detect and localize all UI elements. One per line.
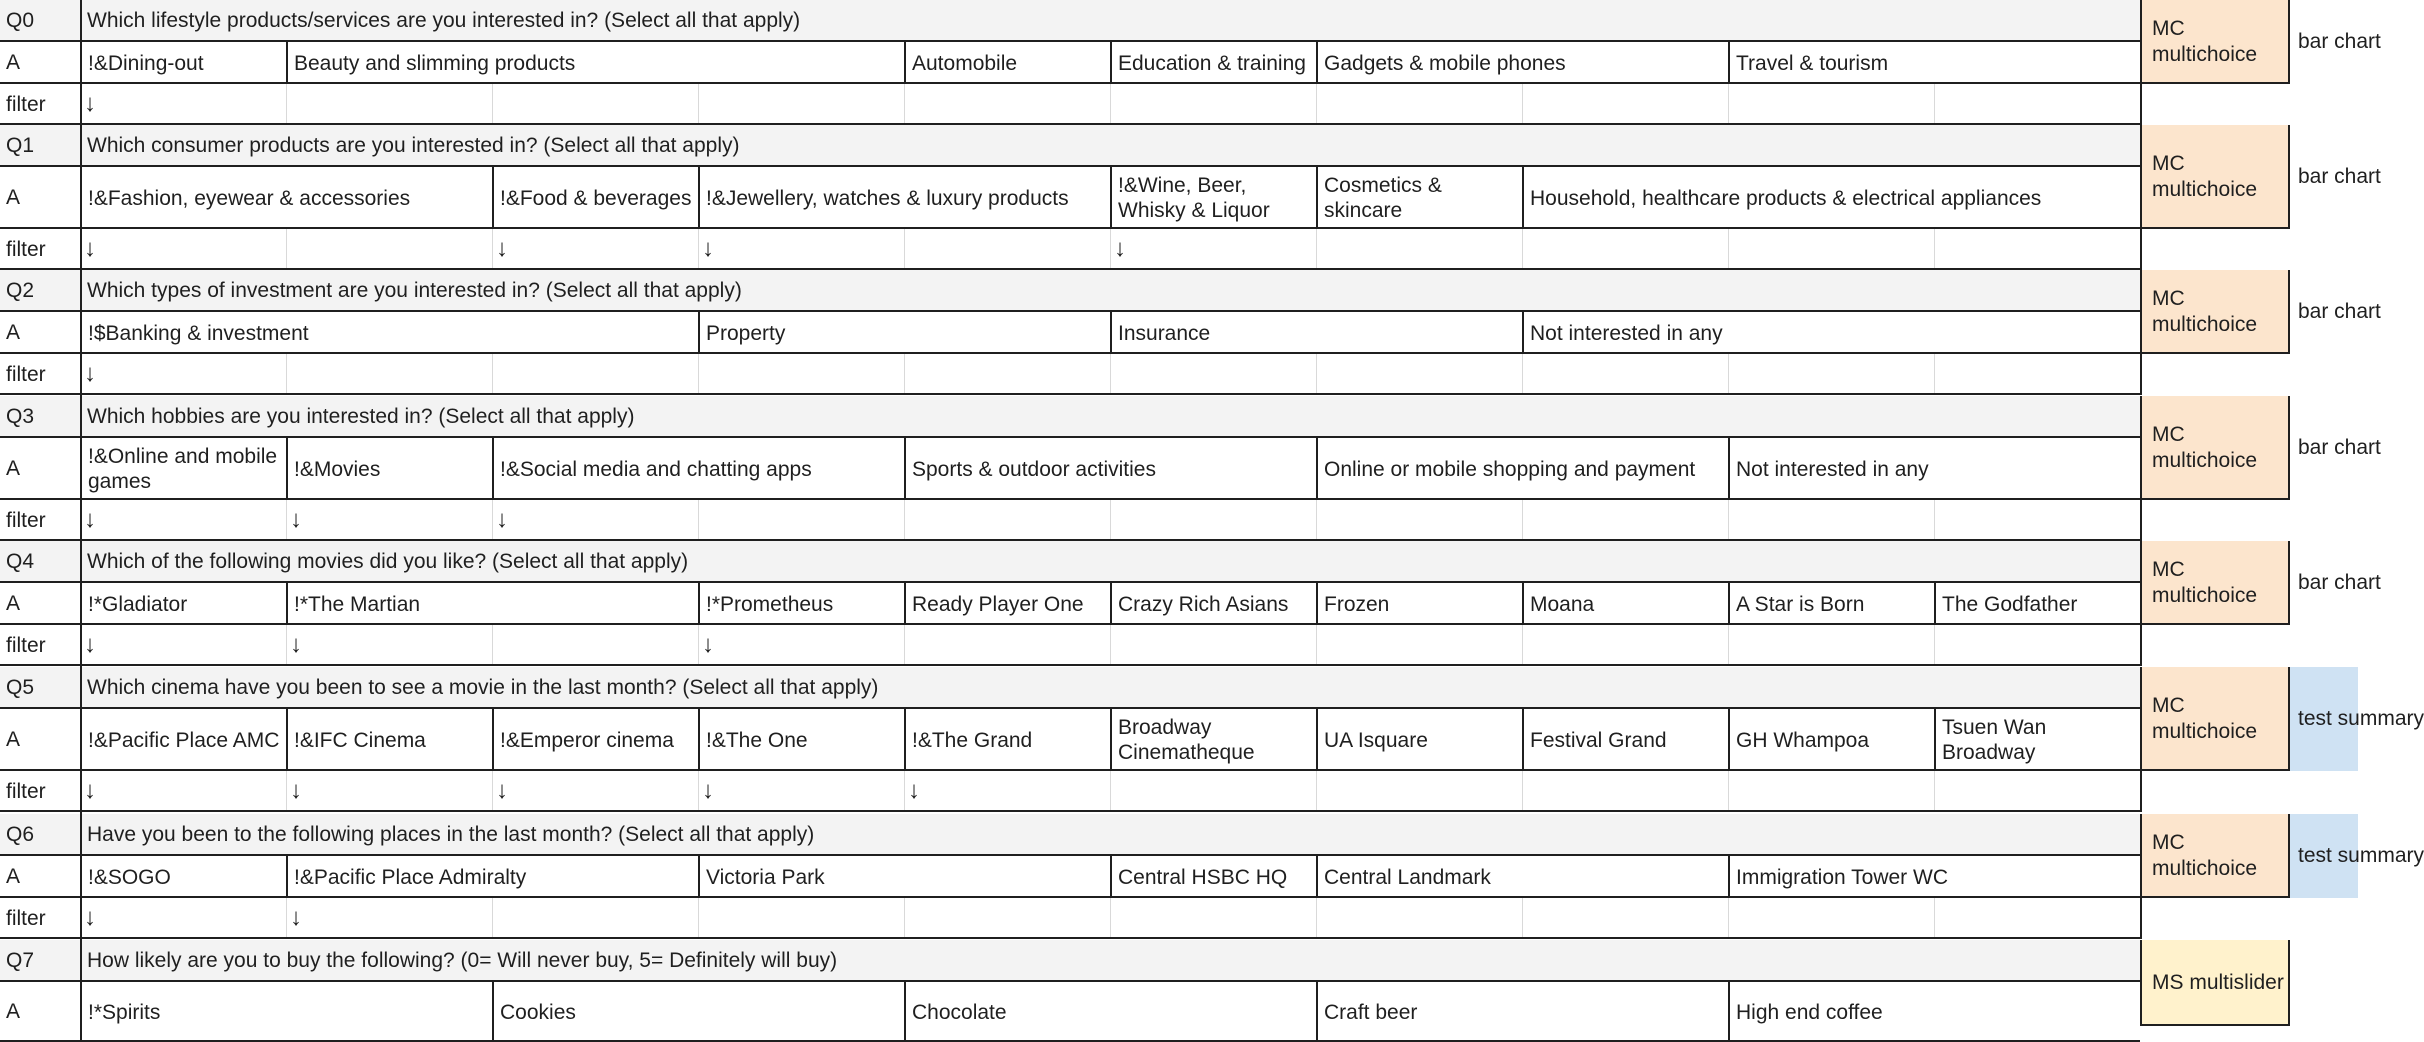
cell-border xyxy=(1316,583,1318,625)
gridline xyxy=(286,84,287,123)
cell-border xyxy=(492,709,494,771)
answer-option[interactable]: !&Social media and chatting apps xyxy=(500,457,812,481)
gridline xyxy=(698,84,699,123)
answer-option[interactable]: A Star is Born xyxy=(1736,592,1865,616)
cell-border xyxy=(1110,312,1112,354)
gridline xyxy=(1316,354,1317,393)
answer-option[interactable]: Beauty and slimming products xyxy=(294,51,576,75)
cell-border xyxy=(1728,583,1730,625)
cell-border xyxy=(1728,709,1730,771)
gridline xyxy=(1110,84,1111,123)
answer-option[interactable]: Not interested in any xyxy=(1530,321,1723,345)
row-label-filter: filter xyxy=(6,92,46,116)
cell-border xyxy=(1728,982,1730,1042)
row-label-answer: A xyxy=(6,592,21,615)
gridline xyxy=(1110,771,1111,810)
cell-border xyxy=(0,227,2140,229)
output-type-label[interactable]: bar chart xyxy=(2298,165,2381,188)
question-text[interactable]: Which of the following movies did you like? (Select all that apply) xyxy=(87,550,689,573)
cell-border xyxy=(1316,982,1318,1042)
answer-option[interactable]: GH Whampoa xyxy=(1736,728,1870,752)
question-type-tag[interactable]: MC multichoice xyxy=(2142,814,2290,898)
answer-option[interactable]: Travel & tourism xyxy=(1736,51,1889,75)
answer-option[interactable]: !&The One xyxy=(706,728,808,752)
answer-option[interactable]: !&IFC Cinema xyxy=(294,728,426,752)
cell-border xyxy=(698,583,700,625)
gridline xyxy=(1522,229,1523,268)
row-label-filter: filter xyxy=(6,508,46,532)
cell-border xyxy=(2142,227,2290,229)
gridline xyxy=(286,354,287,393)
row-label-answer: A xyxy=(6,51,21,74)
cell-border xyxy=(1316,709,1318,771)
cell-border xyxy=(1110,167,1112,229)
gridline xyxy=(1934,500,1935,539)
question-text[interactable]: Which hobbies are you interested in? (Select all that apply) xyxy=(87,405,635,428)
answer-option[interactable]: !&Online and mobile games xyxy=(88,445,278,493)
answer-option[interactable]: Immigration Tower WC xyxy=(1736,865,1948,889)
gridline xyxy=(492,898,493,937)
answer-option[interactable]: Not interested in any xyxy=(1736,457,1929,481)
question-type-tag[interactable]: MC multichoice xyxy=(2142,667,2290,771)
answer-option[interactable]: Festival Grand xyxy=(1530,728,1667,752)
answer-option[interactable]: !&Dining-out xyxy=(88,51,204,75)
answer-option[interactable]: !*Gladiator xyxy=(88,592,188,616)
cell-border xyxy=(286,709,288,771)
cell-border xyxy=(2142,1024,2290,1026)
cell-border xyxy=(698,312,700,354)
gridline xyxy=(286,500,287,539)
question-text[interactable]: How likely are you to buy the following? (0= Will never buy, 5= Definitely will buy) xyxy=(87,949,838,972)
filter-arrow-icon[interactable]: ↓ xyxy=(84,506,96,533)
row-label-question: Q2 xyxy=(6,279,35,302)
answer-option[interactable]: Education & training xyxy=(1118,51,1306,75)
answer-option[interactable]: Tsuen Wan Broadway xyxy=(1942,716,2047,764)
filter-arrow-icon[interactable]: ↓ xyxy=(1114,235,1126,262)
cell-border xyxy=(0,937,2140,939)
row-label-question: Q3 xyxy=(6,405,35,428)
cell-border xyxy=(1934,583,1936,625)
filter-arrow-icon[interactable]: ↓ xyxy=(496,777,508,804)
row-label-question: Q6 xyxy=(6,823,35,846)
answer-option[interactable]: !&Wine, Beer, Whisky & Liquor xyxy=(1118,174,1270,222)
cell-border xyxy=(698,167,700,229)
answer-option[interactable]: UA Isquare xyxy=(1324,728,1428,752)
gridline xyxy=(904,500,905,539)
answer-option[interactable]: !&Jewellery, watches & luxury products xyxy=(706,186,1069,210)
cell-border xyxy=(698,856,700,898)
cell-border xyxy=(2288,940,2290,1026)
filter-arrow-icon[interactable]: ↓ xyxy=(84,90,96,117)
answer-option[interactable]: Crazy Rich Asians xyxy=(1118,592,1289,616)
gridline xyxy=(492,500,493,539)
cell-border xyxy=(1522,583,1524,625)
gridline xyxy=(492,771,493,810)
gridline xyxy=(286,625,287,664)
gridline xyxy=(698,500,699,539)
output-type-label[interactable]: bar chart xyxy=(2298,30,2381,53)
gridline xyxy=(286,898,287,937)
gridline xyxy=(1316,771,1317,810)
answer-option[interactable]: Sports & outdoor activities xyxy=(912,457,1156,481)
cell-border xyxy=(1110,856,1112,898)
gridline xyxy=(698,771,699,810)
answer-option[interactable]: !&Fashion, eyewear & accessories xyxy=(88,186,411,210)
gridline xyxy=(904,898,905,937)
filter-arrow-icon[interactable]: ↓ xyxy=(84,360,96,387)
gridline xyxy=(1728,898,1729,937)
answer-option[interactable]: !*The Martian xyxy=(294,592,421,616)
cell-border xyxy=(0,82,2140,84)
row-label-answer: A xyxy=(6,186,21,209)
gridline xyxy=(1316,229,1317,268)
gridline xyxy=(1522,354,1523,393)
filter-arrow-icon[interactable]: ↓ xyxy=(84,904,96,931)
cell-border xyxy=(2142,498,2290,500)
row-label-answer: A xyxy=(6,321,21,344)
cell-border xyxy=(2142,623,2290,625)
row-label-answer: A xyxy=(6,728,21,751)
cell-border xyxy=(2142,82,2290,84)
gridline xyxy=(1522,625,1523,664)
gridline xyxy=(1316,898,1317,937)
filter-arrow-icon[interactable]: ↓ xyxy=(290,777,302,804)
answer-option[interactable]: !&Emperor cinema xyxy=(500,728,674,752)
filter-arrow-icon[interactable]: ↓ xyxy=(290,631,302,658)
answer-option[interactable]: Chocolate xyxy=(912,1000,1007,1024)
row-label-question: Q7 xyxy=(6,949,35,972)
question-type-tag[interactable]: MC multichoice xyxy=(2142,270,2290,354)
gridline xyxy=(1110,500,1111,539)
row-label-question: Q1 xyxy=(6,134,35,157)
answer-option[interactable]: !&Pacific Place Admiralty xyxy=(294,865,527,889)
gridline xyxy=(698,625,699,664)
gridline xyxy=(492,625,493,664)
gridline xyxy=(1110,354,1111,393)
cell-border xyxy=(2142,896,2290,898)
filter-arrow-icon[interactable]: ↓ xyxy=(496,235,508,262)
gridline xyxy=(492,354,493,393)
gridline xyxy=(1522,898,1523,937)
filter-arrow-icon[interactable]: ↓ xyxy=(84,235,96,262)
cell-border xyxy=(904,982,906,1042)
cell-border xyxy=(904,42,906,84)
gridline xyxy=(904,625,905,664)
cell-border xyxy=(2142,352,2290,354)
output-type-label[interactable]: bar chart xyxy=(2298,300,2381,323)
gridline xyxy=(1934,354,1935,393)
cell-border xyxy=(286,856,288,898)
output-type-label[interactable]: bar chart xyxy=(2298,571,2381,594)
filter-arrow-icon[interactable]: ↓ xyxy=(290,904,302,931)
cell-border xyxy=(286,42,288,84)
filter-arrow-icon[interactable]: ↓ xyxy=(290,506,302,533)
cell-border xyxy=(286,438,288,500)
question-text[interactable]: Which types of investment are you interested in? (Select all that apply) xyxy=(87,279,742,302)
gridline xyxy=(1934,229,1935,268)
answer-option[interactable]: Gadgets & mobile phones xyxy=(1324,51,1566,75)
gridline xyxy=(492,229,493,268)
output-type-label[interactable]: bar chart xyxy=(2298,436,2381,459)
cell-border xyxy=(1110,709,1112,771)
answer-option[interactable]: !&SOGO xyxy=(88,865,171,889)
row-label-question: Q0 xyxy=(6,9,35,32)
gridline xyxy=(1728,354,1729,393)
cell-border xyxy=(698,709,700,771)
cell-border xyxy=(1728,438,1730,500)
filter-arrow-icon[interactable]: ↓ xyxy=(496,506,508,533)
question-text[interactable]: Which cinema have you been to see a movie in the last month? (Select all that apply) xyxy=(87,676,879,699)
gridline xyxy=(286,771,287,810)
cell-border xyxy=(0,393,2140,395)
answer-option[interactable]: Automobile xyxy=(912,51,1018,75)
row-label-answer: A xyxy=(6,865,21,888)
answer-option[interactable]: Property xyxy=(706,321,786,345)
gridline xyxy=(1728,625,1729,664)
cell-border xyxy=(904,438,906,500)
row-label-filter: filter xyxy=(6,362,46,386)
answer-option[interactable]: Insurance xyxy=(1118,321,1211,345)
cell-border xyxy=(0,664,2140,666)
gridline xyxy=(698,898,699,937)
gridline xyxy=(1522,500,1523,539)
filter-arrow-icon[interactable]: ↓ xyxy=(84,777,96,804)
gridline xyxy=(1316,625,1317,664)
gridline xyxy=(904,354,905,393)
cell-border xyxy=(1316,42,1318,84)
row-label-question: Q4 xyxy=(6,550,35,573)
row-label-filter: filter xyxy=(6,633,46,657)
answer-option[interactable]: High end coffee xyxy=(1736,1000,1883,1024)
answer-option[interactable]: Central HSBC HQ xyxy=(1118,865,1288,889)
cell-border xyxy=(904,709,906,771)
answer-option[interactable]: Cookies xyxy=(500,1000,576,1024)
cell-border xyxy=(1934,709,1936,771)
gridline xyxy=(1728,84,1729,123)
row-label-answer: A xyxy=(6,1000,21,1023)
cell-border xyxy=(492,438,494,500)
answer-option[interactable]: !&Movies xyxy=(294,457,381,481)
cell-border xyxy=(1316,856,1318,898)
gridline xyxy=(1522,771,1523,810)
cell-border xyxy=(2142,769,2290,771)
gridline xyxy=(1728,229,1729,268)
cell-border xyxy=(1728,856,1730,898)
answer-option[interactable]: !&The Grand xyxy=(912,728,1033,752)
cell-border xyxy=(0,352,2140,354)
answer-option[interactable]: !&Food & beverages xyxy=(500,186,692,210)
answer-option[interactable]: Broadway Cinematheque xyxy=(1118,716,1255,764)
cell-border xyxy=(1316,438,1318,500)
filter-arrow-icon[interactable]: ↓ xyxy=(908,777,920,804)
question-type-tag[interactable]: MC multichoice xyxy=(2142,396,2290,500)
question-type-tag[interactable]: MC multichoice xyxy=(2142,0,2290,84)
question-text[interactable]: Which lifestyle products/services are you interested in? (Select all that apply) xyxy=(87,9,801,32)
row-label-filter: filter xyxy=(6,237,46,261)
row-label-filter: filter xyxy=(6,906,46,930)
question-type-tag[interactable]: MC multichoice xyxy=(2142,125,2290,229)
cell-border xyxy=(80,0,82,1026)
answer-option[interactable]: Craft beer xyxy=(1324,1000,1418,1024)
answer-option[interactable]: !&Pacific Place AMC xyxy=(88,728,280,752)
gridline xyxy=(1934,771,1935,810)
gridline xyxy=(1728,771,1729,810)
question-text[interactable]: Have you been to the following places in the last month? (Select all that apply) xyxy=(87,823,815,846)
answer-option[interactable]: Central Landmark xyxy=(1324,865,1491,889)
row-label-filter: filter xyxy=(6,779,46,803)
gridline xyxy=(1316,500,1317,539)
gridline xyxy=(904,771,905,810)
answer-option[interactable]: !$Banking & investment xyxy=(88,321,309,345)
cell-border xyxy=(1316,167,1318,229)
cell-border xyxy=(492,167,494,229)
cell-border xyxy=(904,583,906,625)
question-type-tag[interactable]: MS multislider xyxy=(2142,940,2290,1026)
cell-border xyxy=(1522,167,1524,229)
answer-option[interactable]: Household, healthcare products & electrical appliances xyxy=(1530,186,2042,210)
cell-border xyxy=(1522,312,1524,354)
question-text[interactable]: Which consumer products are you interested in? (Select all that apply) xyxy=(87,134,740,157)
answer-option[interactable]: Online or mobile shopping and payment xyxy=(1324,457,1696,481)
cell-border xyxy=(1728,42,1730,84)
gridline xyxy=(698,354,699,393)
gridline xyxy=(286,229,287,268)
answer-option[interactable]: Cosmetics & skincare xyxy=(1324,174,1442,222)
answer-option[interactable]: Victoria Park xyxy=(706,865,825,889)
row-label-answer: A xyxy=(6,457,21,480)
cell-border xyxy=(1110,42,1112,84)
gridline xyxy=(1316,84,1317,123)
cell-border xyxy=(492,982,494,1042)
output-type-label[interactable]: test summary xyxy=(2290,814,2358,898)
filter-arrow-icon[interactable]: ↓ xyxy=(702,631,714,658)
answer-option[interactable]: Frozen xyxy=(1324,592,1390,616)
row-label-question: Q5 xyxy=(6,676,35,699)
filter-arrow-icon[interactable]: ↓ xyxy=(702,235,714,262)
gridline xyxy=(904,229,905,268)
gridline xyxy=(1110,898,1111,937)
gridline xyxy=(1110,625,1111,664)
gridline xyxy=(1110,229,1111,268)
answer-option[interactable]: !*Spirits xyxy=(88,1000,161,1024)
question-type-tag[interactable]: MC multichoice xyxy=(2142,541,2290,625)
gridline xyxy=(1934,898,1935,937)
filter-arrow-icon[interactable]: ↓ xyxy=(702,777,714,804)
answer-option[interactable]: !*Prometheus xyxy=(706,592,834,616)
gridline xyxy=(1934,84,1935,123)
cell-border xyxy=(0,810,2140,812)
output-type-label[interactable]: test summary xyxy=(2290,667,2358,771)
gridline xyxy=(1522,84,1523,123)
cell-border xyxy=(286,583,288,625)
answer-option[interactable]: Moana xyxy=(1530,592,1595,616)
answer-option[interactable]: Ready Player One xyxy=(912,592,1084,616)
gridline xyxy=(904,84,905,123)
gridline xyxy=(698,229,699,268)
cell-border xyxy=(1110,583,1112,625)
gridline xyxy=(1728,500,1729,539)
gridline xyxy=(492,84,493,123)
cell-border xyxy=(1522,709,1524,771)
gridline xyxy=(1934,625,1935,664)
answer-option[interactable]: The Godfather xyxy=(1942,592,2078,616)
filter-arrow-icon[interactable]: ↓ xyxy=(84,631,96,658)
